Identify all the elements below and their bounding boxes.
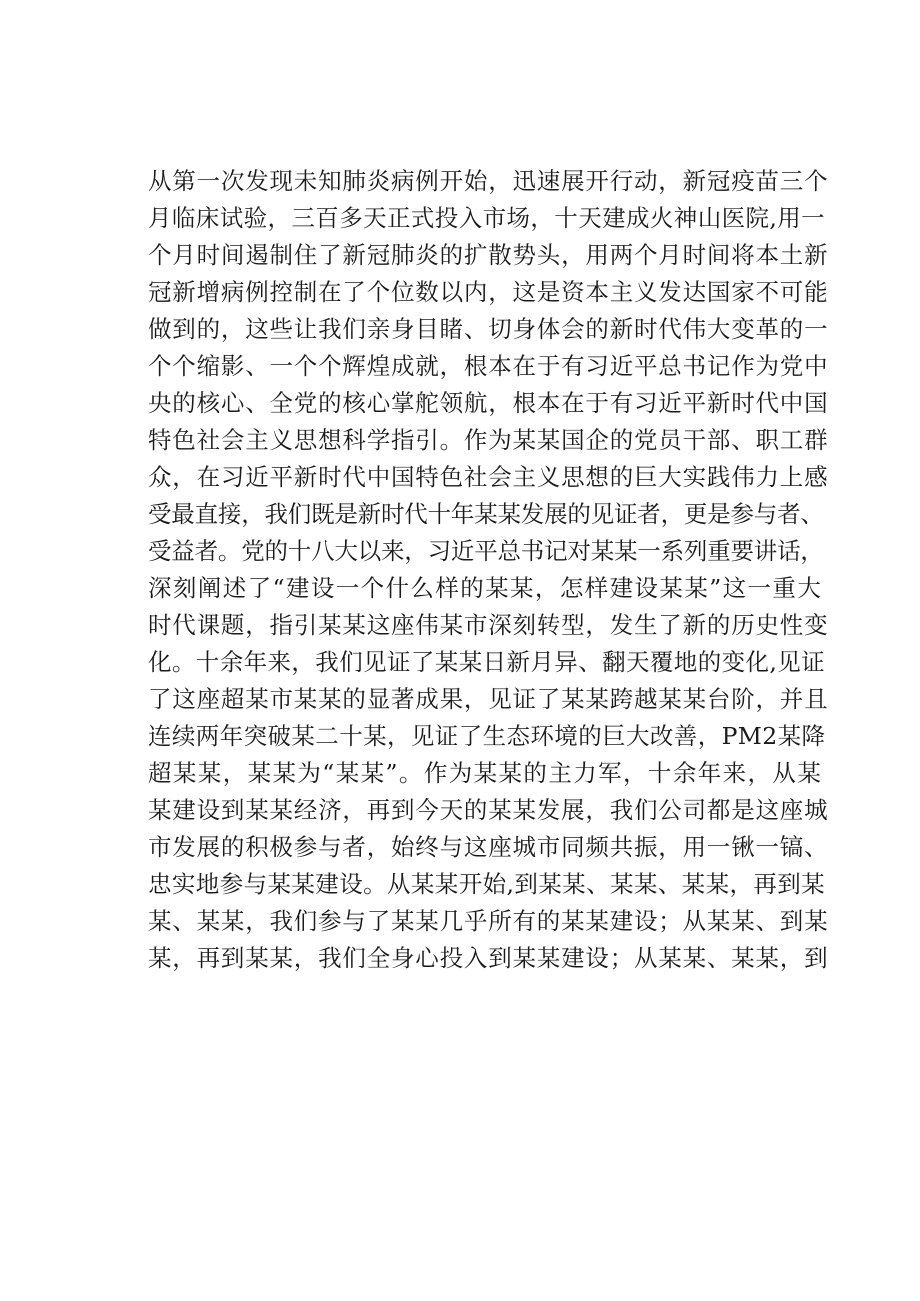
text-line: 时代课题，指引某某这座伟某市深刻转型，发生了新的历史性变	[148, 611, 829, 639]
text-line: 某、某某，我们参与了某某几乎所有的某某建设；从某某、到某	[148, 907, 829, 935]
text-line: 特色社会主义思想科学指引。作为某某国企的党员干部、职工群	[148, 426, 829, 454]
text-line: 了这座超某市某某的显著成果，见证了某某跨越某某台阶，并且	[148, 685, 829, 713]
text-line: 从第一次发现未知肺炎病例开始，迅速展开行动，新冠疫苗三个	[148, 167, 829, 195]
text-line: 月临床试验，三百多天正式投入市场，十天建成火神山医院,用一	[148, 204, 826, 232]
text-line: 忠实地参与某某建设。从某某开始,到某某、某某、某某，再到某	[148, 870, 826, 898]
text-line: 超某某，某某为“某某”。作为某某的主力军，十余年来，从某	[148, 759, 823, 787]
text-line: 众，在习近平新时代中国特色社会主义思想的巨大实践伟力上感	[148, 463, 829, 491]
text-line: 化。十余年来，我们见证了某某日新月异、翻天覆地的变化,见证	[148, 648, 826, 676]
text-line: 受益者。党的十八大以来，习近平总书记对某某一系列重要讲话，	[148, 537, 824, 565]
text-line: 冠新增病例控制在了个位数以内，这是资本主义发达国家不可能	[148, 278, 829, 306]
text-line: 深刻阐述了“建设一个什么样的某某，怎样建设某某”这一重大	[148, 574, 823, 602]
text-line: 个个缩影、一个个辉煌成就，根本在于有习近平总书记作为党中	[148, 352, 829, 380]
text-line: 连续两年突破某二十某，见证了生态环境的巨大改善，PM2某降	[148, 722, 826, 750]
text-line: 做到的，这些让我们亲身目睹、切身体会的新时代伟大变革的一	[148, 315, 829, 343]
text-line: 某建设到某某经济，再到今天的某某发展，我们公司都是这座城	[148, 796, 829, 824]
text-line: 受最直接，我们既是新时代十年某某发展的见证者，更是参与者、	[148, 500, 824, 528]
text-line: 央的核心、全党的核心掌舵领航，根本在于有习近平新时代中国	[148, 389, 829, 417]
body-paragraph	[148, 163, 828, 977]
text-line: 某，再到某某，我们全身心投入到某某建设；从某某、某某，到	[148, 944, 829, 972]
text-line: 个月时间遏制住了新冠肺炎的扩散势头，用两个月时间将本土新	[148, 241, 829, 269]
text-line: 市发展的积极参与者，始终与这座城市同频共振，用一锹一镐、	[148, 833, 829, 861]
